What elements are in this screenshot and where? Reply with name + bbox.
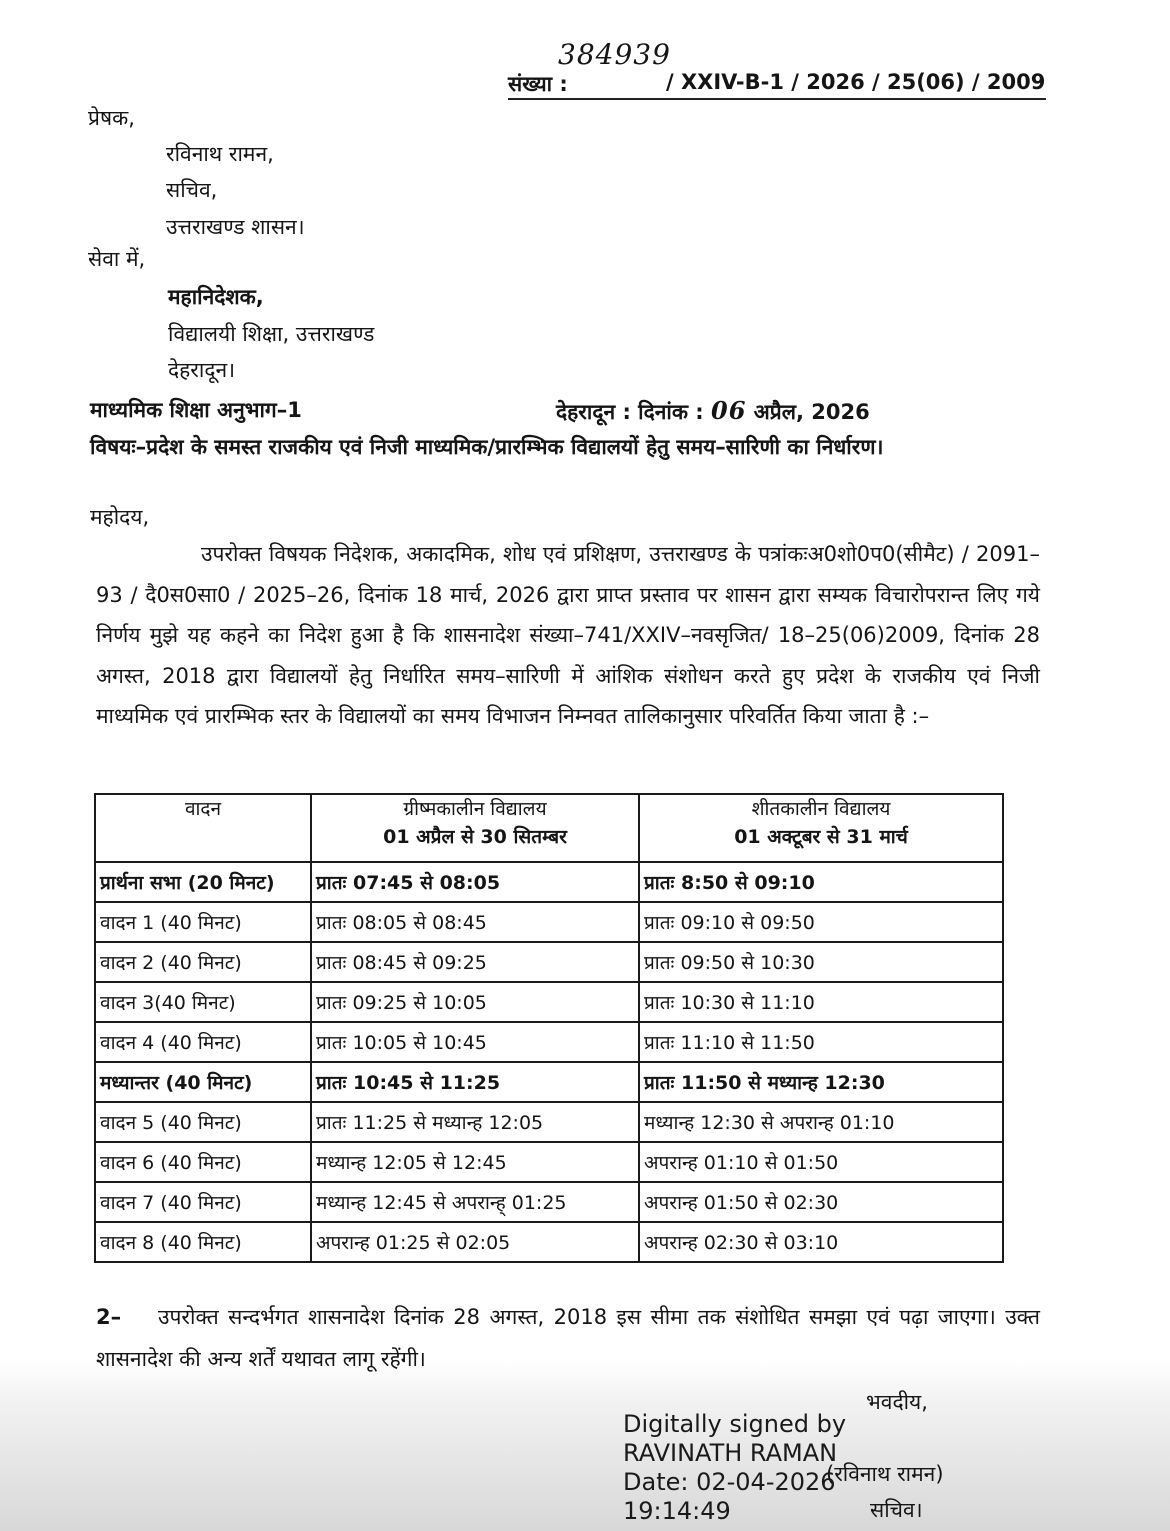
recipient-label: सेवा में, (88, 247, 146, 271)
subject: विषयः–प्रदेश के समस्त राजकीय एवं निजी माध्यमिक/प्रारम्भिक विद्यालयों हेतु समय–सारिणी का निर्धारण। (90, 435, 884, 459)
cell-period: वादन 1 (40 मिनट) (95, 902, 311, 942)
header-winter (639, 794, 1003, 862)
cell-winter: प्रातः 09:10 से 09:50 (639, 902, 1003, 942)
header-winter-title: शीतकालीन विद्यालय (751, 798, 891, 820)
timetable-row (95, 982, 1003, 1022)
signatory-designation: सचिव। (870, 1498, 923, 1522)
cell-summer: अपरान्ह 01:25 से 02:05 (311, 1222, 639, 1262)
timetable-row (95, 862, 1003, 902)
header-period: वादन (95, 794, 311, 862)
salutation: महोदय, (90, 505, 150, 529)
cell-winter: प्रातः 10:30 से 11:10 (639, 982, 1003, 1022)
date-line (556, 396, 870, 426)
cell-winter: प्रातः 8:50 से 09:10 (639, 862, 1003, 902)
cell-period: वादन 2 (40 मिनट) (95, 942, 311, 982)
cell-summer: प्रातः 09:25 से 10:05 (311, 982, 639, 1022)
sender-office: उत्तराखण्ड शासन। (166, 215, 305, 239)
timetable-row (95, 1022, 1003, 1062)
sender-name: रविनाथ रामन, (166, 142, 274, 166)
cell-period: मध्यान्तर (40 मिनट) (95, 1062, 311, 1102)
recipient-city: देहरादून। (168, 358, 236, 382)
signatory-name: (रविनाथ रामन) (826, 1462, 944, 1486)
timetable-row (95, 1062, 1003, 1102)
cell-winter: अपरान्ह 02:30 से 03:10 (639, 1222, 1003, 1262)
digital-signature-line4: 19:14:49 (623, 1497, 731, 1525)
date-month-year: अप्रैल, 2026 (753, 400, 870, 424)
date-prefix: देहरादून : दिनांक : (556, 400, 704, 424)
cell-summer: मध्यान्ह 12:05 से 12:45 (311, 1142, 639, 1182)
cell-winter: प्रातः 11:10 से 11:50 (639, 1022, 1003, 1062)
reference-label: संख्या : (508, 72, 568, 96)
timetable-row (95, 1222, 1003, 1262)
point-2-text: उपरोक्त सन्दर्भगत शासनादेश दिनांक 28 अगस्त, 2018 इस सीमा तक संशोधित समझा एवं पढ़ा जाएगा। उक्त शासनादेश की अन्य शर्तें यथावत लागू रहेंगी। (96, 1305, 1040, 1371)
cell-summer: प्रातः 07:45 से 08:05 (311, 862, 639, 902)
header-winter-range: 01 अक्टूबर से 31 मार्च (734, 826, 908, 848)
cell-period: प्रार्थना सभा (20 मिनट) (95, 862, 311, 902)
cell-winter: अपरान्ह 01:10 से 01:50 (639, 1142, 1003, 1182)
cell-summer: मध्यान्ह 12:45 से अपरान्ह् 01:25 (311, 1182, 639, 1222)
sender-designation: सचिव, (166, 178, 218, 202)
timetable-row (95, 902, 1003, 942)
cell-period: वादन 6 (40 मिनट) (95, 1142, 311, 1182)
valediction: भवदीय, (866, 1390, 928, 1414)
date-day: 06 (711, 396, 747, 425)
point-2 (96, 1296, 1040, 1380)
cell-period: वादन 3(40 मिनट) (95, 982, 311, 1022)
cell-period: वादन 4 (40 मिनट) (95, 1022, 311, 1062)
timetable-header-row (95, 794, 1003, 862)
cell-summer: प्रातः 08:05 से 08:45 (311, 902, 639, 942)
reference-code: / XXIV-B-1 / 2026 / 25(06) / 2009 (666, 70, 1046, 94)
cell-period: वादन 5 (40 मिनट) (95, 1102, 311, 1142)
cell-period: वादन 8 (40 मिनट) (95, 1222, 311, 1262)
cell-winter: अपरान्ह 01:50 से 02:30 (639, 1182, 1003, 1222)
digital-signature-line1: Digitally signed by (623, 1410, 847, 1438)
timetable (94, 793, 1004, 1263)
handwritten-number: 384939 (558, 38, 671, 71)
section-name: माध्यमिक शिक्षा अनुभाग–1 (90, 398, 302, 422)
cell-summer: प्रातः 08:45 से 09:25 (311, 942, 639, 982)
recipient-department: विद्यालयी शिक्षा, उत्तराखण्ड (168, 322, 375, 346)
sender-label: प्रेषक, (88, 106, 135, 130)
cell-period: वादन 7 (40 मिनट) (95, 1182, 311, 1222)
header-summer-title: ग्रीष्मकालीन विद्यालय (403, 798, 547, 820)
header-summer-range: 01 अप्रैल से 30 सितम्बर (383, 826, 567, 848)
cell-summer: प्रातः 11:25 से मध्यान्ह 12:05 (311, 1102, 639, 1142)
timetable-row (95, 942, 1003, 982)
header-summer (311, 794, 639, 862)
reference-number (508, 70, 1046, 100)
digital-signature-line2: RAVINATH RAMAN (623, 1439, 838, 1467)
digital-signature-line3: Date: 02-04-2026 (623, 1468, 836, 1496)
timetable-row (95, 1142, 1003, 1182)
timetable-row (95, 1182, 1003, 1222)
cell-summer: प्रातः 10:05 से 10:45 (311, 1022, 639, 1062)
cell-winter: प्रातः 09:50 से 10:30 (639, 942, 1003, 982)
digital-signature (623, 1410, 846, 1526)
cell-winter: प्रातः 11:50 से मध्यान्ह 12:30 (639, 1062, 1003, 1102)
body-paragraph-text: उपरोक्त विषयक निदेशक, अकादमिक, शोध एवं प्रशिक्षण, उत्तराखण्ड के पत्रांकःअ0शो0प0(सीमैट) / 2091–93 / दै0स0सा0 / 2025–26, दिनांक 18 मार्च, 2026 द्वारा प्राप्त प्रस्ताव पर शासन द्वारा सम्यक विचारोपरान्त लिए गये निर्णय मुझे यह कहने का निदेश हुआ है कि शासनादेश संख्या–741/XXIV–नवसृजित/ 18–25(06)2009, दिनांक 28 अगस्त, 2018 द्वारा विद्यालयों हेतु निर्धारित समय–सारिणी में आंशिक संशोधन करते हुए प्रदेश के राजकीय एवं निजी माध्यमिक एवं प्रारम्भिक स्तर के विद्यालयों का समय विभाजन निम्नवत तालिकानुसार परिवर्तित किया जाता है :– (96, 542, 1040, 728)
cell-winter: मध्यान्ह 12:30 से अपरान्ह 01:10 (639, 1102, 1003, 1142)
recipient-designation: महानिदेशक, (168, 285, 264, 309)
cell-summer: प्रातः 10:45 से 11:25 (311, 1062, 639, 1102)
body-paragraph (96, 534, 1040, 737)
timetable-row (95, 1102, 1003, 1142)
point-2-number: 2– (96, 1305, 122, 1329)
